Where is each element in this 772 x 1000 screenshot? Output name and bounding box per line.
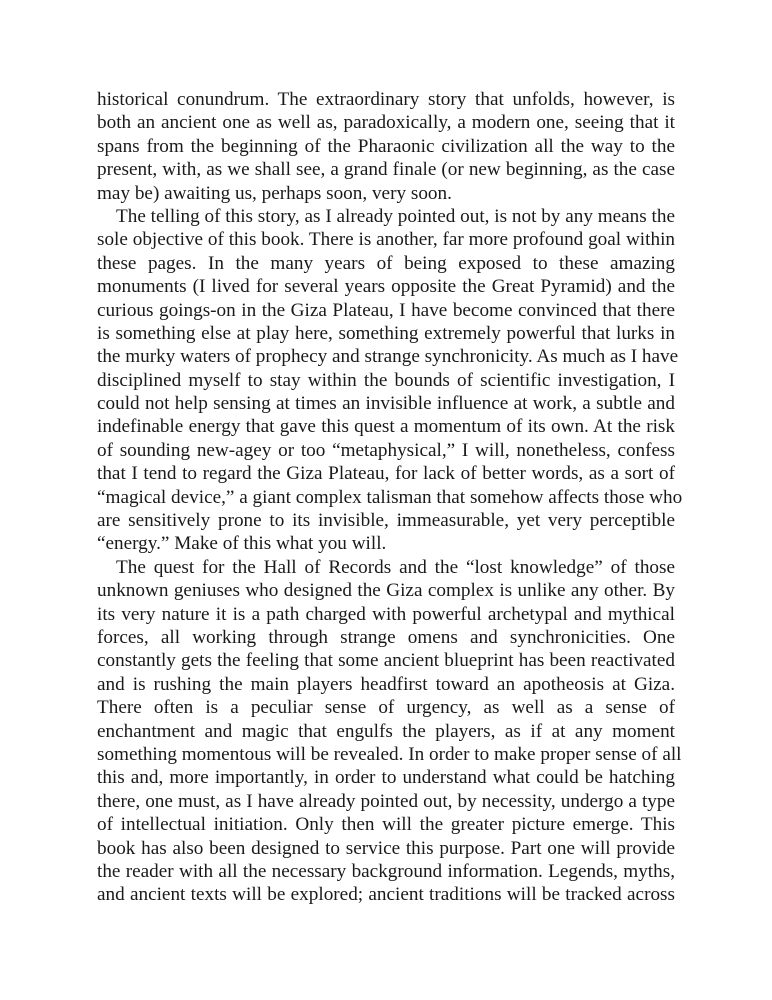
text-line: is something else at play here, something extremely powerful that lurks in bbox=[97, 322, 675, 344]
text-line: book has also been designed to service this purpose. Part one will provide bbox=[97, 837, 675, 859]
text-line: these pages. In the many years of being exposed to these amazing bbox=[97, 252, 675, 274]
text-line: historical conundrum. The extraordinary story that unfolds, however, is bbox=[97, 89, 675, 110]
text-line: are sensitively prone to its invisible, immeasurable, yet very perceptible bbox=[97, 510, 675, 532]
text-line: there, one must, as I have already pointed out, by necessity, undergo a type bbox=[97, 790, 675, 812]
text-line: may be) awaiting us, perhaps soon, very soon. bbox=[97, 182, 452, 204]
text-line: The telling of this story, as I already pointed out, is not by any means the bbox=[116, 205, 675, 227]
text-line: the reader with all the necessary background information. Legends, myths, bbox=[97, 860, 675, 882]
text-line: curious goings-on in the Giza Plateau, I have become convinced that there bbox=[97, 299, 675, 321]
text-line: and ancient texts will be explored; ancient traditions will be tracked across bbox=[97, 884, 675, 906]
text-line: of intellectual initiation. Only then will the greater picture emerge. This bbox=[97, 814, 675, 836]
paragraph bbox=[97, 88, 675, 205]
text-line: unknown geniuses who designed the Giza complex is unlike any other. By bbox=[97, 580, 675, 602]
text-line: spans from the beginning of the Pharaonic civilization all the way to the bbox=[97, 135, 675, 157]
text-line: and is rushing the main players headfirst toward an apotheosis at Giza. bbox=[97, 673, 675, 695]
paragraph bbox=[97, 205, 683, 556]
text-line: The quest for the Hall of Records and the “lost knowledge” of those bbox=[116, 556, 675, 578]
book-page-body bbox=[97, 88, 683, 907]
text-line: forces, all working through strange omens and synchronicities. One bbox=[97, 626, 675, 648]
text-line: “magical device,” a giant complex talisman that somehow affects those who bbox=[97, 486, 683, 508]
text-line: the murky waters of prophecy and strange synchronicity. As much as I have bbox=[97, 346, 679, 368]
text-line: There often is a peculiar sense of urgency, as well as a sense of bbox=[97, 697, 675, 719]
text-line: “energy.” Make of this what you will. bbox=[97, 533, 387, 555]
text-line: enchantment and magic that engulfs the players, as if at any moment bbox=[97, 720, 675, 742]
text-line: indefinable energy that gave this quest a momentum of its own. At the risk bbox=[97, 416, 675, 438]
text-line: monuments (I lived for several years opposite the Great Pyramid) and the bbox=[97, 276, 675, 298]
text-line: could not help sensing at times an invisible influence at work, a subtle and bbox=[97, 393, 675, 415]
text-line: disciplined myself to stay within the bounds of scientific investigation, I bbox=[97, 369, 675, 391]
text-line: of sounding new-agey or too “metaphysical,” I will, nonetheless, confess bbox=[97, 439, 675, 461]
paragraph bbox=[97, 556, 682, 907]
text-line: that I tend to regard the Giza Plateau, for lack of better words, as a sort of bbox=[97, 463, 675, 485]
text-line: present, with, as we shall see, a grand finale (or new beginning, as the case bbox=[97, 159, 675, 181]
text-line: its very nature it is a path charged with powerful archetypal and mythical bbox=[97, 603, 675, 625]
text-line: sole objective of this book. There is another, far more profound goal within bbox=[97, 229, 675, 251]
text-line: something momentous will be revealed. In order to make proper sense of all bbox=[97, 743, 682, 765]
text-line: this and, more importantly, in order to understand what could be hatching bbox=[97, 767, 675, 789]
text-line: constantly gets the feeling that some ancient blueprint has been reactivated bbox=[97, 650, 675, 672]
text-line: both an ancient one as well as, paradoxically, a modern one, seeing that it bbox=[97, 112, 675, 134]
